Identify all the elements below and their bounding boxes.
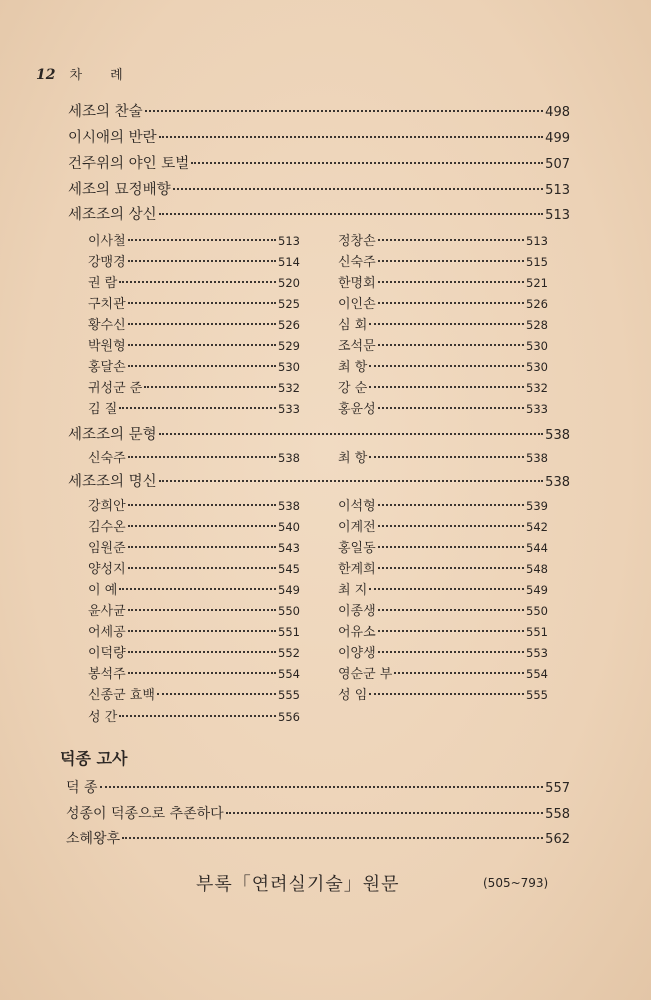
leader-dots <box>378 525 524 527</box>
subentry-label: 이인손 <box>338 297 376 312</box>
leader-dots <box>378 546 524 548</box>
subentry-label: 박원형 <box>88 339 126 354</box>
toc-entry[interactable] <box>66 828 570 848</box>
toc-subentry[interactable] <box>338 558 548 577</box>
entry-page: 538 <box>545 475 570 490</box>
header-title: 차 례 <box>69 68 135 83</box>
subentry-label: 봉석주 <box>88 667 126 682</box>
toc-subentry[interactable] <box>338 537 548 556</box>
subentry-page: 551 <box>278 625 300 639</box>
entry-label: 성종이 덕종으로 추존하다 <box>66 806 224 822</box>
toc-subentry[interactable] <box>88 642 300 661</box>
leader-dots <box>119 407 276 409</box>
leader-dots <box>128 456 276 458</box>
toc-entry[interactable] <box>68 423 570 444</box>
subentry-label: 양성지 <box>88 562 126 577</box>
leader-dots <box>128 567 276 569</box>
toc-subentry[interactable] <box>88 251 300 270</box>
entry-page: 538 <box>545 428 570 443</box>
entry-label: 건주위의 야인 토벌 <box>68 156 190 172</box>
subentry-page: 526 <box>526 297 548 311</box>
entry-page: 558 <box>545 807 570 822</box>
entry-label: 세조조의 문형 <box>68 427 157 443</box>
entry-page: 513 <box>545 208 570 223</box>
leader-dots <box>378 260 524 262</box>
leader-dots <box>369 588 524 590</box>
subentry-label: 윤사균 <box>88 604 126 619</box>
toc-subentry[interactable] <box>88 495 300 514</box>
leader-dots <box>128 630 276 632</box>
subentry-label: 구치관 <box>88 297 126 312</box>
leader-dots <box>378 344 524 346</box>
subentry-page: 538 <box>526 451 548 465</box>
toc-subentry[interactable] <box>88 558 300 577</box>
subentry-page: 545 <box>278 562 300 576</box>
toc-subentry[interactable] <box>338 293 548 312</box>
leader-dots <box>145 110 544 112</box>
toc-entry[interactable] <box>68 126 570 147</box>
subentry-page: 551 <box>526 625 548 639</box>
leader-dots <box>119 715 276 717</box>
leader-dots <box>378 281 524 283</box>
subentry-label: 홍윤성 <box>338 402 376 417</box>
subentry-label: 이 예 <box>88 583 118 598</box>
subentry-label: 영순군 부 <box>338 667 393 682</box>
subentry-label: 이사철 <box>88 234 126 249</box>
entry-label: 세조조의 상신 <box>68 207 157 223</box>
entry-label: 소혜왕후 <box>66 831 121 847</box>
leader-dots <box>128 672 276 674</box>
subentry-label: 김 질 <box>88 402 118 417</box>
leader-dots <box>378 609 524 611</box>
leader-dots <box>378 407 524 409</box>
leader-dots <box>369 365 524 367</box>
leader-dots <box>378 239 524 241</box>
subentry-page: 556 <box>278 710 300 724</box>
entry-page: 557 <box>545 781 570 796</box>
leader-dots <box>378 630 524 632</box>
toc-subentry[interactable] <box>88 537 300 556</box>
toc-subentry[interactable] <box>88 663 300 682</box>
subentry-label: 신종군 효백 <box>88 688 155 703</box>
leader-dots <box>128 239 276 241</box>
leader-dots <box>128 344 276 346</box>
entry-page: 498 <box>545 105 570 120</box>
entry-label: 세조의 묘정배향 <box>68 182 171 198</box>
subentry-label: 신숙주 <box>338 255 376 270</box>
toc-subentry[interactable] <box>88 314 300 333</box>
subentry-label: 최 항 <box>338 360 368 375</box>
entry-label: 덕 종 <box>66 780 98 796</box>
toc-entry[interactable] <box>68 203 570 224</box>
subentry-label: 이석형 <box>338 499 376 514</box>
leader-dots <box>191 162 543 164</box>
leader-dots <box>173 188 544 190</box>
leader-dots <box>378 651 524 653</box>
subentry-page: 532 <box>278 381 300 395</box>
leader-dots <box>128 302 276 304</box>
subentry-label: 한명회 <box>338 276 376 291</box>
leader-dots <box>159 433 544 435</box>
toc-subentry[interactable] <box>338 251 548 270</box>
subentry-page: 553 <box>526 646 548 660</box>
toc-subentry[interactable] <box>88 230 300 249</box>
leader-dots <box>378 567 524 569</box>
toc-subentry[interactable] <box>88 377 300 396</box>
subentry-label: 어유소 <box>338 625 376 640</box>
leader-dots <box>144 386 276 388</box>
toc-subentry[interactable] <box>88 621 300 640</box>
entry-page: 562 <box>545 832 570 847</box>
subentry-page: 555 <box>278 688 300 702</box>
toc-subentry[interactable] <box>88 272 300 291</box>
leader-dots <box>128 323 276 325</box>
subentry-label: 김수온 <box>88 520 126 535</box>
leader-dots <box>122 837 543 839</box>
subentry-page: 539 <box>526 499 548 513</box>
subentry-page: 530 <box>526 360 548 374</box>
subentry-page: 513 <box>278 234 300 248</box>
subentry-page: 520 <box>278 276 300 290</box>
leader-dots <box>369 456 524 458</box>
subentry-page: 538 <box>278 451 300 465</box>
toc-subentry[interactable] <box>338 398 548 417</box>
subentry-page: 530 <box>526 339 548 353</box>
subentry-label: 이덕량 <box>88 646 126 661</box>
entry-page: 499 <box>545 131 570 146</box>
leader-dots <box>159 213 544 215</box>
subentry-page: 550 <box>526 604 548 618</box>
toc-subentry[interactable] <box>338 663 548 682</box>
toc-subentry[interactable] <box>338 600 548 619</box>
page-header <box>36 64 135 83</box>
toc-subentry[interactable] <box>338 579 548 598</box>
entry-page: 507 <box>545 157 570 172</box>
subentry-label: 심 회 <box>338 318 368 333</box>
subentry-label: 최 지 <box>338 583 368 598</box>
toc-entry[interactable] <box>68 470 570 491</box>
toc-subentry[interactable] <box>338 516 548 535</box>
toc-entry[interactable] <box>68 152 570 173</box>
leader-dots <box>159 136 544 138</box>
leader-dots <box>119 588 276 590</box>
toc-subentry[interactable] <box>338 314 548 333</box>
subentry-label: 귀성군 준 <box>88 381 143 396</box>
subentry-page: 555 <box>526 688 548 702</box>
leader-dots <box>157 693 276 695</box>
leader-dots <box>128 546 276 548</box>
leader-dots <box>128 260 276 262</box>
subentry-label: 황수신 <box>88 318 126 333</box>
appendix-title[interactable]: 부록「연려실기술」원문 <box>196 874 400 895</box>
subentry-page: 548 <box>526 562 548 576</box>
subentry-page: 538 <box>278 499 300 513</box>
subentry-page: 533 <box>278 402 300 416</box>
subentry-page: 554 <box>278 667 300 681</box>
section-heading: 덕종 고사 <box>60 749 128 768</box>
subentry-label: 임원준 <box>88 541 126 556</box>
leader-dots <box>378 302 524 304</box>
subentry-page: 513 <box>526 234 548 248</box>
entry-label: 이시애의 반란 <box>68 130 157 146</box>
subentry-page: 526 <box>278 318 300 332</box>
subentry-page: 540 <box>278 520 300 534</box>
subentry-label: 성 임 <box>338 688 368 703</box>
subentry-page: 533 <box>526 402 548 416</box>
appendix-page-range: (505~793) <box>483 876 549 890</box>
subentry-page: 554 <box>526 667 548 681</box>
entry-label: 세조의 찬술 <box>68 104 143 120</box>
toc-subentry[interactable] <box>88 684 300 703</box>
subentry-label: 홍일동 <box>338 541 376 556</box>
leader-dots <box>369 323 524 325</box>
toc-subentry[interactable] <box>88 398 300 417</box>
toc-subentry[interactable] <box>338 447 548 466</box>
leader-dots <box>369 386 524 388</box>
subentry-page: 528 <box>526 318 548 332</box>
toc-subentry[interactable] <box>338 230 548 249</box>
toc-subentry[interactable] <box>88 293 300 312</box>
toc-subentry[interactable] <box>338 642 548 661</box>
subentry-page: 530 <box>278 360 300 374</box>
leader-dots <box>128 525 276 527</box>
subentry-label: 강 순 <box>338 381 368 396</box>
toc-subentry[interactable] <box>88 706 300 725</box>
subentry-label: 성 간 <box>88 710 118 725</box>
toc-subentry[interactable] <box>338 356 548 375</box>
subentry-label: 홍달손 <box>88 360 126 375</box>
subentry-label: 권 람 <box>88 276 118 291</box>
leader-dots <box>369 693 524 695</box>
subentry-page: 532 <box>526 381 548 395</box>
leader-dots <box>226 812 544 814</box>
leader-dots <box>128 504 276 506</box>
toc-entry[interactable] <box>68 178 570 199</box>
subentry-page: 542 <box>526 520 548 534</box>
toc-subentry[interactable] <box>338 377 548 396</box>
subentry-page: 549 <box>526 583 548 597</box>
toc-subentry[interactable] <box>88 579 300 598</box>
subentry-page: 550 <box>278 604 300 618</box>
toc-subentry[interactable] <box>338 495 548 514</box>
subentry-label: 정창손 <box>338 234 376 249</box>
toc-subentry[interactable] <box>88 356 300 375</box>
leader-dots <box>119 281 276 283</box>
subentry-page: 552 <box>278 646 300 660</box>
toc-entry[interactable] <box>66 777 570 797</box>
leader-dots <box>159 480 544 482</box>
toc-subentry[interactable] <box>88 335 300 354</box>
subentry-label: 신숙주 <box>88 451 126 466</box>
leader-dots <box>394 672 524 674</box>
leader-dots <box>128 651 276 653</box>
subentry-label: 어세공 <box>88 625 126 640</box>
subentry-label: 이양생 <box>338 646 376 661</box>
subentry-page: 549 <box>278 583 300 597</box>
leader-dots <box>128 609 276 611</box>
leader-dots <box>100 786 544 788</box>
toc-entry[interactable] <box>66 803 570 823</box>
toc-subentry[interactable] <box>88 447 300 466</box>
subentry-page: 529 <box>278 339 300 353</box>
subentry-label: 최 항 <box>338 451 368 466</box>
toc-subentry[interactable] <box>88 600 300 619</box>
toc-entry[interactable] <box>68 100 570 121</box>
subentry-page: 514 <box>278 255 300 269</box>
subentry-label: 한계희 <box>338 562 376 577</box>
subentry-label: 강맹경 <box>88 255 126 270</box>
toc-subentry[interactable] <box>338 621 548 640</box>
leader-dots <box>128 365 276 367</box>
subentry-label: 이계전 <box>338 520 376 535</box>
page-number: 12 <box>36 67 56 83</box>
subentry-page: 544 <box>526 541 548 555</box>
toc-subentry[interactable] <box>338 272 548 291</box>
subentry-page: 543 <box>278 541 300 555</box>
leader-dots <box>378 504 524 506</box>
subentry-page: 521 <box>526 276 548 290</box>
subentry-label: 강희안 <box>88 499 126 514</box>
entry-label: 세조조의 명신 <box>68 474 157 490</box>
subentry-label: 조석문 <box>338 339 376 354</box>
entry-page: 513 <box>545 183 570 198</box>
toc-subentry[interactable] <box>338 335 548 354</box>
subentry-label: 이종생 <box>338 604 376 619</box>
subentry-page: 515 <box>526 255 548 269</box>
toc-subentry[interactable] <box>338 684 548 703</box>
toc-subentry[interactable] <box>88 516 300 535</box>
subentry-page: 525 <box>278 297 300 311</box>
